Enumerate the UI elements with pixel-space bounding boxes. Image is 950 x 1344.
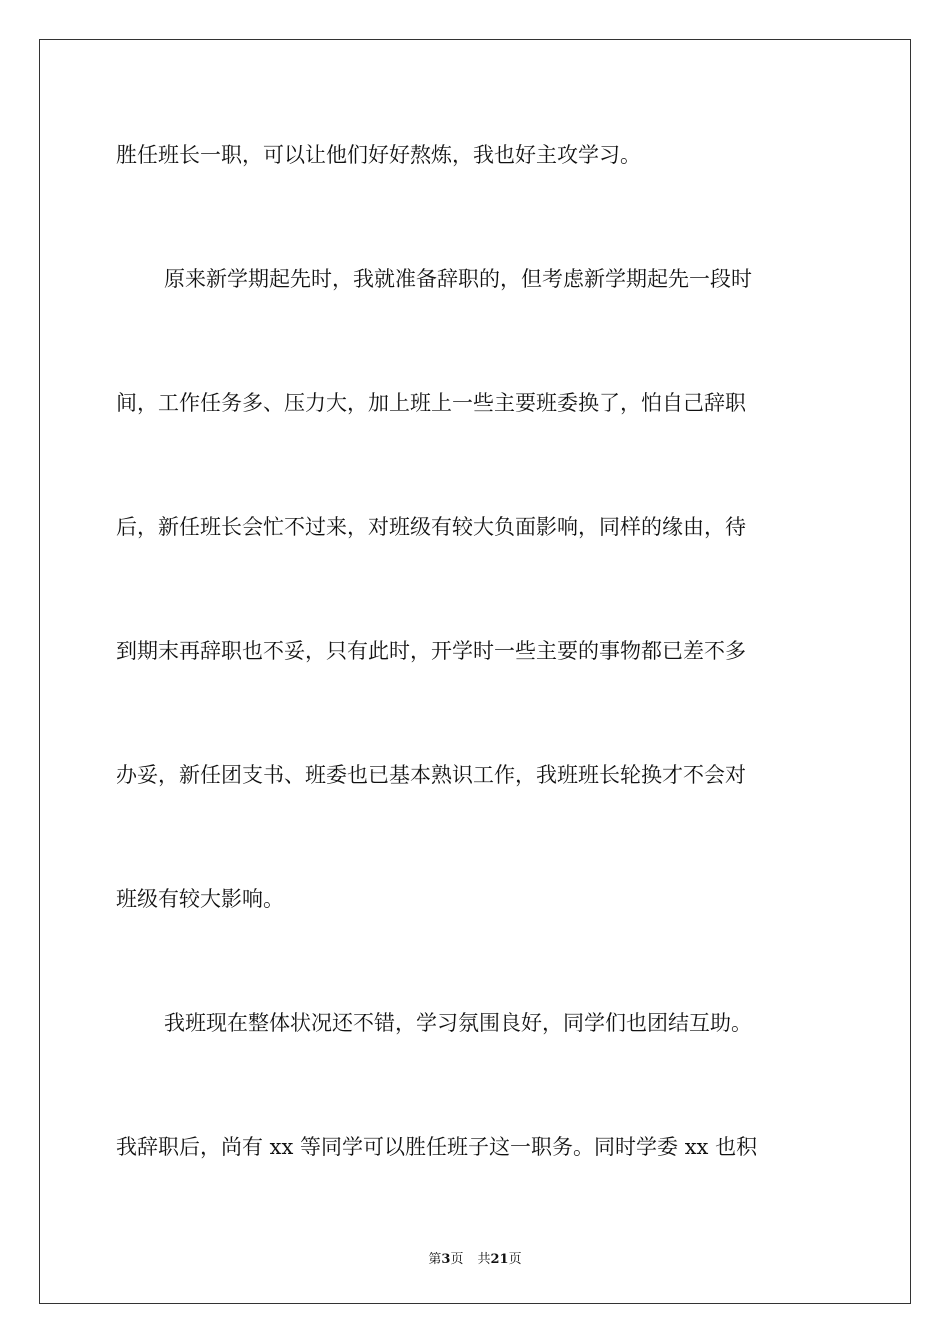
- text-line-6: 办妥，新任团支书、班委也已基本熟识工作，我班班长轮换才不会对: [116, 763, 746, 787]
- text-line-7: 班级有较大影响。: [116, 887, 284, 911]
- total-pages: 21: [490, 1252, 509, 1267]
- page-suffix: 页: [450, 1252, 464, 1267]
- total-prefix: 共: [477, 1252, 491, 1267]
- text-line-9: 我辞职后，尚有 xx 等同学可以胜任班子这一职务。同时学委 xx 也积: [116, 1135, 758, 1159]
- text-line-2: 原来新学期起先时，我就准备辞职的，但考虑新学期起先一段时: [164, 267, 752, 291]
- total-suffix: 页: [508, 1252, 522, 1267]
- text-line-4: 后，新任班长会忙不过来，对班级有较大负面影响，同样的缘由，待: [116, 515, 746, 539]
- page-border: [39, 39, 911, 1304]
- page-prefix: 第: [428, 1252, 442, 1267]
- text-line-3: 间，工作任务多、压力大，加上班上一些主要班委换了，怕自己辞职: [116, 391, 746, 415]
- page-number: 3: [441, 1252, 451, 1267]
- page-footer: [0, 1248, 950, 1267]
- text-line-1: 胜任班长一职，可以让他们好好熬炼，我也好主攻学习。: [116, 143, 641, 167]
- text-line-8: 我班现在整体状况还不错，学习氛围良好，同学们也团结互助。: [164, 1011, 752, 1035]
- text-line-5: 到期末再辞职也不妥，只有此时，开学时一些主要的事物都已差不多: [116, 639, 746, 663]
